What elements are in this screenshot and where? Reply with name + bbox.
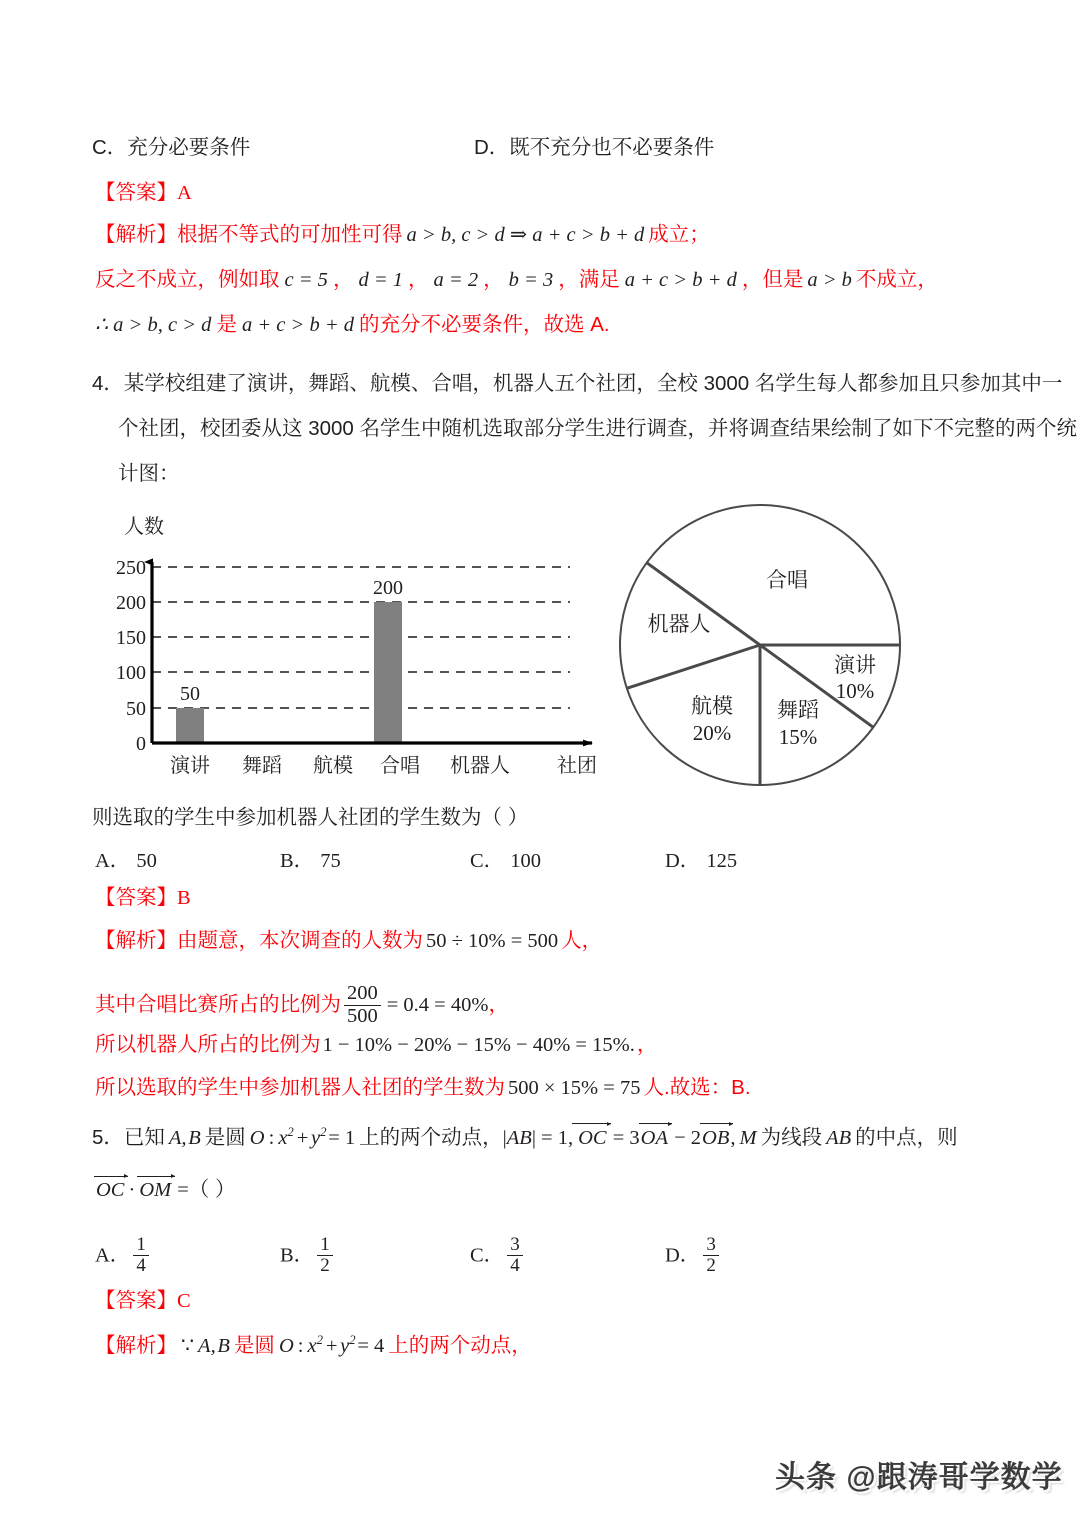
q3-answer-value: A: [177, 182, 192, 204]
bar-hechang: [374, 602, 402, 743]
q5-stem-eq2: = 3: [607, 1126, 640, 1149]
q4-a4-text-a: 所以选取的学生中参加机器人社团的学生数为: [95, 1076, 505, 1099]
q4-option-d-key: D．: [665, 850, 701, 872]
q5-option-d: [665, 1236, 722, 1277]
pie-chart: [612, 495, 942, 795]
q4-a2-numerator: 200: [347, 981, 378, 1004]
q3-l2-sep-5: ，但是: [741, 268, 804, 291]
pie-percent-wudao: 15%: [778, 725, 818, 749]
q4-option-c-key: C．: [470, 850, 505, 872]
svg-text:舞蹈: 舞蹈: [242, 755, 282, 777]
q5-stem-math-ab: AB: [826, 1126, 852, 1149]
q5-analysis-math-o: O: [278, 1334, 294, 1357]
q3-l2-sep-3: ，: [483, 268, 504, 291]
q5-stem-vec-oa: OA: [640, 1126, 668, 1149]
q4-a4-math: 500 × 15% = 75: [508, 1077, 641, 1099]
q3-l3-sep-1: 是: [216, 313, 237, 336]
q5-stem-abs: |AB|: [502, 1126, 536, 1149]
q4-analysis-line-2: [95, 981, 509, 1028]
q5-stem-vec-ob: OB: [702, 1126, 730, 1149]
q5-option-d-key: D．: [665, 1244, 701, 1267]
q3-answer-line: [95, 183, 192, 204]
svg-text:100: 100: [116, 662, 146, 684]
q5-analysis-text-b: 上的两个动点，: [388, 1333, 532, 1357]
q5-answer-label: 【答案】: [95, 1289, 177, 1312]
q5-option-a-num: 1: [136, 1234, 146, 1256]
q5-option-d-fraction: [703, 1235, 719, 1276]
q4-a2-math: = 0.4 = 40%: [386, 993, 489, 1016]
q5-option-d-num: 3: [706, 1234, 716, 1256]
q5-answer-value: C: [177, 1290, 191, 1312]
q4-answer-value: B: [177, 887, 191, 909]
q4-a2-denominator: 500: [344, 1005, 381, 1028]
q3-l2-math-2: d = 1: [358, 269, 404, 291]
q3-l3-math-1: ∴ a > b, c > d: [95, 314, 212, 336]
q3-analysis-text-b: 成立；: [648, 223, 710, 246]
bar-chart-gridlines: [152, 567, 570, 708]
q5-paren: （ ）: [188, 1178, 236, 1201]
q4-analysis-label: 【解析】: [95, 929, 177, 952]
q5-stem-math-m: M: [739, 1126, 757, 1149]
q5-equals: =: [177, 1179, 189, 1201]
bar-yanjiang: [176, 708, 204, 743]
watermark: 头条 @跟涛哥学数学: [775, 1461, 1063, 1494]
q4-analysis-line-4: [95, 1078, 751, 1099]
q3-l2-text-a: 反之不成立，例如取: [95, 268, 280, 291]
bar-chart-ytick-labels: [116, 557, 146, 755]
q4-answer-label: 【答案】: [95, 886, 177, 909]
q4-a3-math: 1 − 10% − 20% − 15% − 40% = 15%.: [322, 1034, 635, 1056]
q4-a4-text-b: 人.故选：B.: [643, 1076, 751, 1099]
q5-option-c-key: C．: [470, 1244, 505, 1267]
q4-option-c: [470, 851, 541, 872]
q5-analysis-math-eq: $x^2$ + $y^2$ = 4: [307, 1333, 385, 1357]
q3-analysis-math-1: a > b, c > d ⇒ a + c > b + d: [406, 224, 645, 246]
bar-chart-xlabel: 社团: [557, 755, 597, 777]
q4-a1-math: 50 ÷ 10% = 500: [426, 930, 559, 952]
svg-text:演讲: 演讲: [170, 755, 210, 777]
q5-stem-comma: ,: [730, 1126, 736, 1149]
svg-text:50: 50: [126, 698, 146, 720]
q3-l2-math-6: a > b: [807, 269, 852, 291]
svg-text:0: 0: [136, 733, 146, 755]
q5-stem-text-b: 是圆: [204, 1125, 246, 1149]
q5-stem-line-1: [92, 1126, 958, 1148]
q3-answer-label: 【答案】: [95, 181, 177, 204]
bar-value-label-yanjiang: 50: [180, 683, 200, 705]
q5-option-b-den: 2: [317, 1255, 333, 1276]
q5-vec-oc: OC: [96, 1179, 125, 1201]
q3-analysis-text-a: 根据不等式的可加性可得: [177, 223, 403, 246]
q3-analysis-line-3: [95, 315, 610, 336]
q5-stem-minus: − 2: [668, 1126, 702, 1149]
q5-stem-text-c: 上的两个动点，: [359, 1125, 503, 1149]
bar-chart-ylabel: 人数: [124, 516, 164, 538]
q4-a1-text-b: 人，: [561, 929, 603, 952]
q4-option-a-value: 50: [136, 850, 157, 872]
q5-option-a: [95, 1236, 152, 1277]
q4-option-b-value: 75: [320, 850, 341, 872]
q4-option-c-value: 100: [510, 850, 541, 872]
svg-text:机器人: 机器人: [450, 755, 510, 777]
pie-label-wudao: 舞蹈: [777, 699, 819, 722]
q4-a2-text-b: ，: [488, 992, 509, 1016]
q5-stem-text-d: 为线段: [760, 1125, 823, 1149]
q5-analysis-label: 【解析】: [95, 1333, 177, 1357]
q3-analysis-label: 【解析】: [95, 223, 177, 246]
q4-option-a-key: A．: [95, 850, 131, 872]
q3-option-d: D．既不充分也不必要条件: [474, 136, 715, 159]
q5-stem-vec-oc: OC: [573, 1128, 607, 1149]
q3-l2-math-3: a = 2: [433, 269, 479, 291]
q5-option-a-fraction: [133, 1235, 149, 1276]
q4-option-d: [665, 851, 737, 872]
q5-analysis-math-ab: A, B: [198, 1334, 230, 1357]
q5-option-a-den: 4: [133, 1255, 149, 1276]
q5-stem-text-e: 的中点，则: [855, 1125, 958, 1149]
q4-analysis-line-1: [95, 931, 602, 952]
q5-stem-math-eq1: $x^2$ + $y^2$ = 1: [278, 1125, 356, 1149]
q3-l3-math-2: a + c > b + d: [241, 314, 355, 336]
q5-stem-math-2: O: [249, 1126, 265, 1149]
q5-stem-colon: :: [268, 1126, 275, 1149]
q5-analysis-line-1: [95, 1334, 532, 1356]
q5-answer-line: [95, 1291, 191, 1312]
q4-option-b: [280, 851, 341, 872]
q4-stem-line-1: 4．某学校组建了演讲，舞蹈、航模、合唱，机器人五个社团，全校 3000 名学生每人都参加且只参加其中一: [92, 372, 1063, 395]
q5-analysis-colon: :: [297, 1334, 304, 1357]
q4-stem-line-2: 个社团，校团委从这 3000 名学生中随机选取部分学生进行调查，并将调查结果绘制了如下不完整的两个统: [118, 417, 1077, 440]
q3-l2-sep-6: 不成立，: [855, 268, 938, 291]
q3-analysis-line-2: [95, 270, 938, 291]
q3-l2-sep-1: ，: [332, 268, 354, 291]
q4-a3-text-a: 所以机器人所占的比例为: [95, 1033, 321, 1056]
q5-option-c-fraction: [507, 1235, 523, 1276]
q3-l3-sep-2: 的充分不必要条件，故选 A.: [359, 313, 610, 336]
q5-option-b-key: B．: [280, 1244, 315, 1267]
q4-a2-text-a: 其中合唱比赛所占的比例为: [95, 992, 341, 1016]
q3-l2-math-4: b = 3: [508, 269, 554, 291]
q4-a2-fraction: [344, 983, 381, 1027]
q5-option-c-num: 3: [510, 1234, 520, 1256]
q3-analysis-line-1: [95, 225, 710, 246]
q4-answer-line: [95, 888, 191, 909]
q5-stem-eq-ab: = 1,: [535, 1126, 574, 1149]
svg-text:200: 200: [116, 592, 146, 614]
q4-option-d-value: 125: [706, 850, 738, 872]
pie-label-jiqiren: 机器人: [647, 613, 711, 636]
svg-text:150: 150: [116, 627, 146, 649]
q3-l2-math-1: c = 5: [284, 269, 328, 291]
q4-a1-text-a: 由题意，本次调查的人数为: [177, 929, 423, 952]
bar-value-label-hechang: 200: [373, 577, 403, 599]
svg-text:合唱: 合唱: [380, 755, 420, 777]
q5-stem-math-1: A, B: [168, 1126, 201, 1149]
q5-option-b-num: 1: [320, 1234, 330, 1256]
q4-option-a: [95, 851, 157, 872]
pie-label-yanjiang: 演讲: [834, 654, 876, 677]
q5-stem-text-a: 5．已知: [92, 1125, 165, 1149]
q3-option-c: C．充分必要条件: [92, 136, 251, 159]
q3-l2-math-5: a + c > b + d: [624, 269, 737, 291]
pie-label-hangmo: 航模: [691, 695, 733, 718]
q5-stem-line-2: [95, 1180, 235, 1201]
q5-option-c: [470, 1236, 526, 1277]
bar-chart: [100, 500, 620, 780]
q4-question-line: 则选取的学生中参加机器人社团的学生数为（ ）: [92, 806, 529, 829]
q5-dot-operator: ·: [128, 1179, 136, 1201]
q4-stem-line-3: 计图：: [118, 462, 180, 485]
svg-text:航模: 航模: [313, 755, 353, 777]
bar-chart-xtick-labels: [170, 754, 510, 777]
q5-analysis-text-a: 是圆: [233, 1333, 275, 1357]
pie-label-hechang: 合唱: [766, 569, 808, 592]
q3-l2-sep-4: ，满足: [558, 268, 620, 291]
q5-option-d-den: 2: [703, 1255, 719, 1276]
q5-option-b: [280, 1236, 336, 1277]
pie-percent-yanjiang: 10%: [835, 679, 875, 703]
q3-l2-sep-2: ，: [408, 268, 429, 291]
svg-text:250: 250: [116, 557, 146, 579]
q5-analysis-because-symbol: ∵: [181, 1334, 195, 1357]
q5-option-c-den: 4: [507, 1255, 523, 1276]
q5-option-a-key: A．: [95, 1244, 131, 1267]
q4-analysis-line-3: [95, 1035, 657, 1056]
pie-percent-hangmo: 20%: [692, 721, 732, 745]
q5-option-b-fraction: [317, 1235, 333, 1276]
q5-vec-om: OM: [139, 1179, 172, 1201]
q4-option-b-key: B．: [280, 850, 315, 872]
q4-a3-text-b: ，: [636, 1033, 658, 1056]
